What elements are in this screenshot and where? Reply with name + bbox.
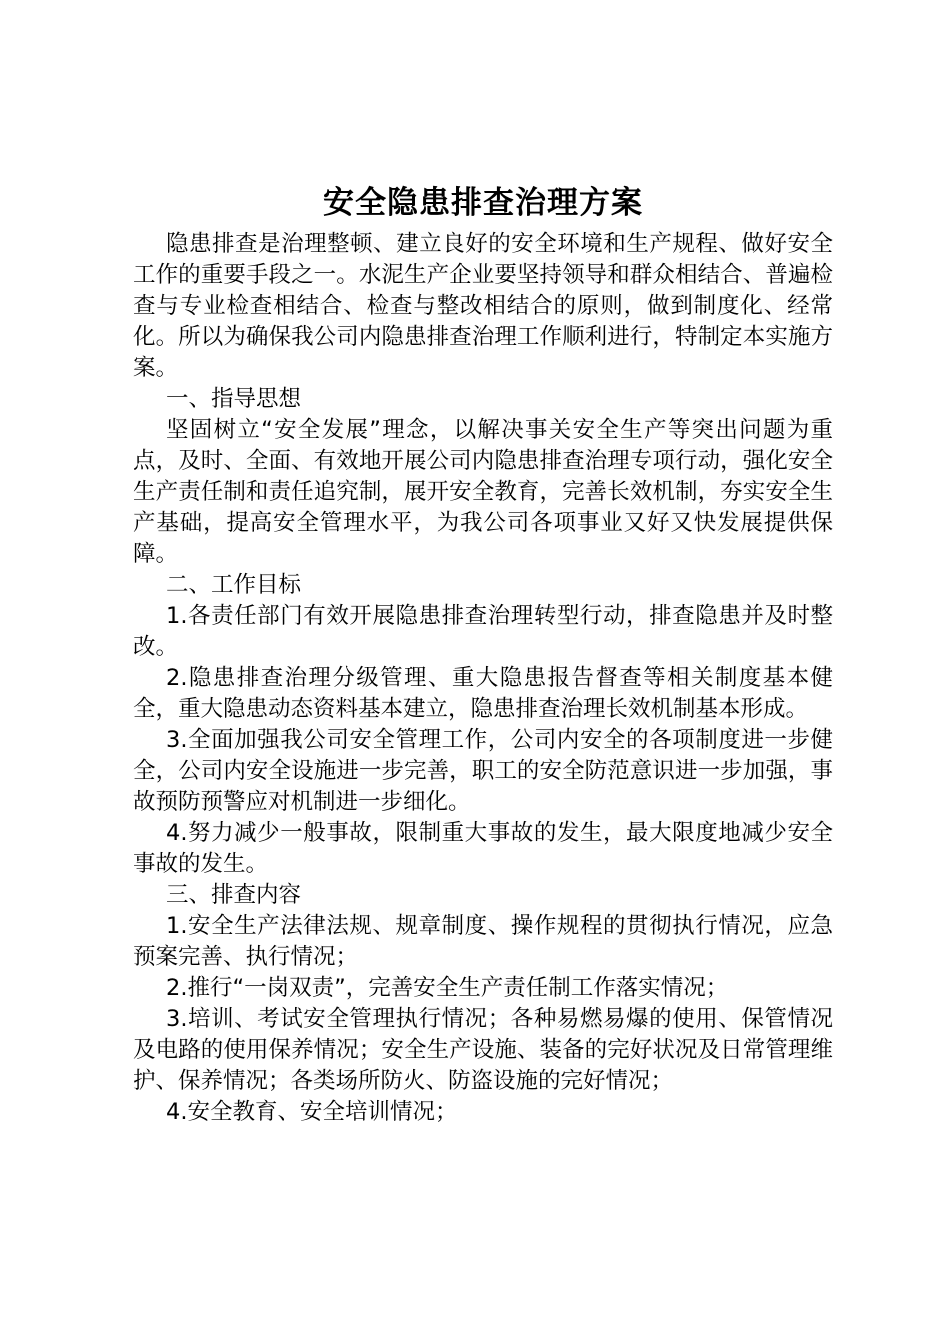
section-heading-work-goals: 二、工作目标 (166, 572, 302, 598)
guiding-ideology-paragraph: 坚固树立“安全发展”理念，以解决事关安全生产等突出问题为重点，及时、全面、有效地开展公司内隐患排查治理专项行动，强化安全生产责任制和责任追究制，展开安全教育，完善长效机制，夯实安全生产基础，提高安全管理水平，为我公司各项事业又好又快发展提供保障。 (133, 417, 833, 567)
content-item-2: 2.推行“一岗双责”，完善安全生产责任制工作落实情况； (166, 975, 729, 1001)
intro-paragraph: 隐患排查是治理整顿、建立良好的安全环境和生产规程、做好安全工作的重要手段之一。水泥生产企业要坚持领导和群众相结合、普遍检查与专业检查相结合、检查与整改相结合的原则，做到制度化、经常化。所以为确保我公司内隐患排查治理工作顺利进行，特制定本实施方案。 (133, 231, 833, 381)
content-item-3: 3.培训、考试安全管理执行情况；各种易燃易爆的使用、保管情况及电路的使用保养情况；安全生产设施、装备的完好状况及日常管理维护、保养情况；各类场所防火、防盗设施的完好情况； (133, 1006, 833, 1094)
document-title: 安全隐患排查治理方案 (323, 185, 643, 221)
goal-item-2: 2.隐患排查治理分级管理、重大隐患报告督查等相关制度基本健全，重大隐患动态资料基本建立，隐患排查治理长效机制基本形成。 (133, 665, 833, 722)
goal-item-4: 4.努力减少一般事故，限制重大事故的发生，最大限度地减少安全事故的发生。 (133, 820, 833, 877)
content-item-1: 1.安全生产法律法规、规章制度、操作规程的贯彻执行情况，应急预案完善、执行情况； (133, 913, 833, 970)
section-heading-inspection-content: 三、排查内容 (166, 882, 302, 908)
content-item-4: 4.安全教育、安全培训情况； (166, 1099, 458, 1125)
goal-item-1: 1.各责任部门有效开展隐患排查治理转型行动，排查隐患并及时整改。 (133, 603, 833, 660)
goal-item-3: 3.全面加强我公司安全管理工作，公司内安全的各项制度进一步健全，公司内安全设施进一步完善，职工的安全防范意识进一步加强，事故预防预警应对机制进一步细化。 (133, 727, 833, 815)
document-page (133, 181, 833, 1128)
section-heading-guiding-ideology: 一、指导思想 (166, 386, 302, 412)
